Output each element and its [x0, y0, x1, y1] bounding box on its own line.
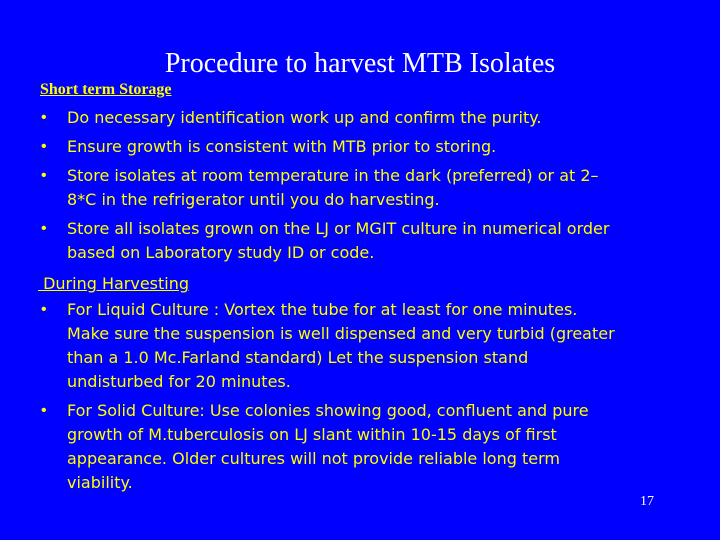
bullet-dot: • — [41, 220, 47, 237]
bullet-text: For Liquid Culture : Vortex the tube for at least for one minutes. Make sure the suspension is well dispensed and very turbid (greater than a 1.0 Mc.Farland standard) Let the suspension stand undisturbed for 20 minutes. — [67, 300, 615, 391]
bullet-text: Store all isolates grown on the LJ or MGIT culture in numerical order based on Laboratory study ID or code. — [67, 219, 610, 262]
during-harvesting-heading: During Harvesting — [38, 274, 190, 293]
bullet-dot: • — [41, 167, 47, 184]
page-number: 17 — [640, 494, 654, 509]
short-term-bullet-1 — [41, 106, 671, 130]
bullet-text: For Solid Culture: Use colonies showing good, confluent and pure growth of M.tuberculosis on LJ slant within 10-15 days of first appearance. Older cultures will not provide reliable long term viability. — [67, 401, 589, 492]
short-term-storage-heading: Short term Storage — [40, 81, 172, 98]
bullet-dot: • — [41, 301, 47, 318]
during-harvesting-bullet-1 — [41, 298, 671, 394]
bullet-dot: • — [41, 138, 47, 155]
bullet-text: Ensure growth is consistent with MTB prior to storing. — [67, 137, 497, 156]
short-term-bullet-3 — [41, 164, 671, 212]
slide-title: Procedure to harvest MTB Isolates — [164, 48, 556, 79]
during-harvesting-bullet-2 — [41, 399, 671, 495]
bullet-text: Do necessary identification work up and confirm the purity. — [67, 108, 542, 127]
short-term-bullet-2 — [41, 135, 671, 159]
short-term-bullet-4 — [41, 217, 671, 265]
bullet-dot: • — [41, 109, 47, 126]
bullet-dot: • — [41, 402, 47, 419]
bullet-text: Store isolates at room temperature in the dark (preferred) or at 2– 8*C in the refrigerator until you do harvesting. — [67, 166, 599, 209]
